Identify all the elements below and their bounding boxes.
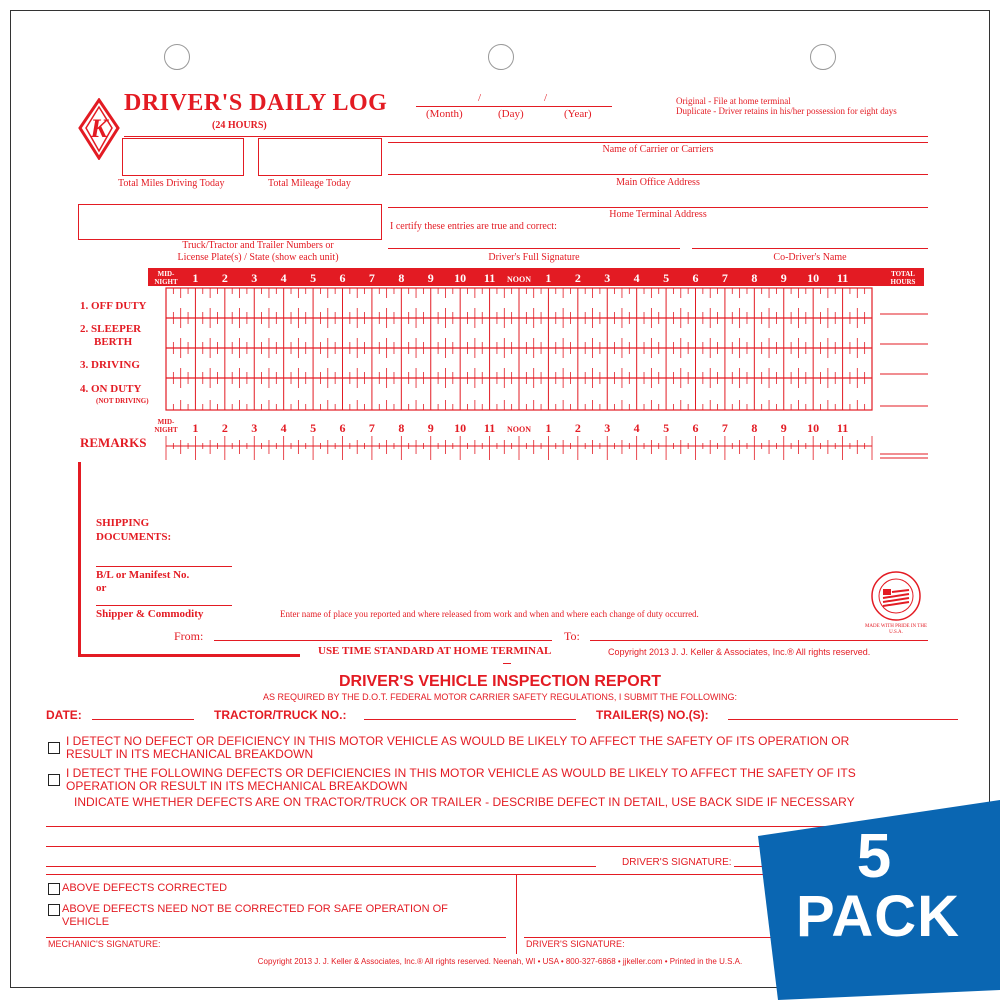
header-hour-label: 11: [836, 271, 849, 285]
remarks-hour-label: 10: [807, 421, 820, 435]
remarks-hour-label: 9: [427, 421, 434, 435]
section-vertical-divider: [516, 874, 517, 954]
log-copyright: Copyright 2013 J. J. Keller & Associates, Inc.® All rights reserved.: [608, 647, 871, 657]
driver-signature-label: Driver's Full Signature: [488, 252, 580, 263]
made-in-usa-seal: [870, 570, 922, 622]
log-subtitle: (24 HOURS): [212, 120, 267, 131]
header-hour-label: 1: [192, 271, 199, 285]
date-label: DATE:: [46, 708, 82, 722]
remarks-hour-label: 11: [836, 421, 849, 435]
log-title: DRIVER'S DAILY LOG: [124, 90, 388, 116]
remarks-hour-label: 4: [280, 421, 287, 435]
header-hour-label: 5: [663, 271, 670, 285]
header-midnight-2: NIGHT: [154, 278, 178, 286]
time-standard-text: USE TIME STANDARD AT HOME TERMINAL: [318, 645, 552, 657]
header-hour-label: 3: [604, 271, 611, 285]
inspection-subtitle: AS REQUIRED BY THE D.O.T. FEDERAL MOTOR CARRIER SAFETY REGULATIONS, I SUBMIT THE FOLLOWING:: [262, 692, 738, 702]
total-mileage-label: Total Mileage Today: [268, 178, 351, 189]
from-line[interactable]: [214, 640, 552, 641]
remarks-hour-label: 5: [310, 421, 317, 435]
remarks-bracket-bottom: [78, 654, 300, 657]
row-label-sleeper: 2. SLEEPER BERTH: [80, 323, 142, 348]
to-label: To:: [564, 629, 580, 643]
remarks-bracket: [78, 462, 81, 656]
instructions-text: Enter name of place you reported and where released from work and when and where each change of duty occurred.: [280, 609, 699, 619]
date-sep-2: /: [544, 92, 548, 104]
original-note: Original - File at home terminal: [676, 96, 791, 106]
duplicate-note: Duplicate - Driver retains in his/her possession for eight days: [676, 106, 897, 116]
remarks-hour-label: 2: [221, 421, 228, 435]
remarks-label: REMARKS: [80, 435, 147, 450]
remarks-hour-label: 10: [454, 421, 467, 435]
shipper-label: Shipper & Commodity: [96, 608, 204, 620]
mechanic-signature-line[interactable]: [46, 937, 506, 938]
need-not-correct-checkbox[interactable]: [48, 904, 60, 916]
remarks-hour-label: 7: [721, 421, 728, 435]
flag-seal-icon: [870, 570, 922, 622]
tractor-field[interactable]: [364, 719, 576, 720]
shipping-docs-line[interactable]: [96, 566, 232, 567]
header-hour-label: 7: [368, 271, 375, 285]
bl-label: B/L or Manifest No.: [96, 569, 190, 581]
indicate-text: INDICATE WHETHER DEFECTS ARE ON TRACTOR/TRUCK OR TRAILER - DESCRIBE DEFECT IN DETAIL, USE BACK SIDE IF NECESSARY: [74, 795, 855, 809]
remarks-hour-label: 3: [251, 421, 258, 435]
divider-tick: [503, 663, 511, 664]
bl-line[interactable]: [96, 605, 232, 606]
inspection-footer: Copyright 2013 J. J. Keller & Associates, Inc.® All rights reserved. Neenah, WI • USA • 800-327-6868 • jjkeller.com • Printed in the U.S.A.: [257, 957, 743, 966]
remarks-hour-label: 9: [780, 421, 787, 435]
badge-number: 5: [856, 822, 892, 891]
badge-word: PACK: [795, 884, 961, 949]
total-miles-label: Total Miles Driving Today: [118, 178, 225, 189]
or-label: or: [96, 582, 107, 594]
tractor-label: TRACTOR/TRUCK NO.:: [214, 708, 347, 722]
no-defect-text: I DETECT NO DEFECT OR DEFICIENCY IN THIS MOTOR VEHICLE AS WOULD BE LIKELY TO AFFECT THE SAFETY OF ITS OPERATION OR RESULT IN ITS MECHANICAL BREAKDOWN: [66, 734, 850, 761]
remarks-hour-label: 1: [545, 421, 552, 435]
truck-label-1: Truck/Tractor and Trailer Numbers or: [182, 240, 334, 251]
logo-letter: K: [90, 114, 108, 143]
main-office-label: Main Office Address: [616, 177, 700, 188]
defects-corrected-checkbox[interactable]: [48, 883, 60, 895]
header-hour-label: 10: [807, 271, 820, 285]
need-not-correct-text: ABOVE DEFECTS NEED NOT BE CORRECTED FOR SAFE OPERATION OF VEHICLE: [62, 903, 448, 928]
header-hour-label: 8: [751, 271, 758, 285]
remarks-hour-label: NOON: [507, 425, 531, 434]
header-hour-label: 9: [427, 271, 434, 285]
header-hour-label: 3: [251, 271, 258, 285]
no-defect-checkbox[interactable]: [48, 742, 60, 754]
trailer-label: TRAILER(S) NO.(S):: [596, 708, 709, 722]
carrier-name-label: Name of Carrier or Carriers: [602, 144, 714, 155]
defect-line-3[interactable]: [46, 866, 596, 867]
header-hour-label: 8: [398, 271, 405, 285]
remarks-hour-label: 11: [483, 421, 496, 435]
to-line[interactable]: [590, 640, 928, 641]
header-hour-label: NOON: [507, 275, 531, 284]
remarks-hour-label: 8: [751, 421, 758, 435]
defects-checkbox[interactable]: [48, 774, 60, 786]
duty-status-grid[interactable]: [0, 0, 1000, 470]
trailer-field[interactable]: [728, 719, 958, 720]
row-label-not-driving: (NOT DRIVING): [96, 397, 149, 405]
header-hour-label: 6: [692, 271, 699, 285]
month-label[interactable]: (Month): [426, 108, 463, 120]
remarks-hour-label: 2: [574, 421, 581, 435]
remarks-hour-label: 1: [192, 421, 199, 435]
year-label[interactable]: (Year): [564, 108, 592, 120]
remarks-hour-label: 4: [633, 421, 640, 435]
header-total-2: HOURS: [890, 278, 916, 286]
shipping-docs-label: SHIPPING DOCUMENTS:: [96, 517, 172, 543]
remarks-hour-label: 7: [368, 421, 375, 435]
header-hour-label: 2: [574, 271, 581, 285]
header-hour-label: 6: [339, 271, 346, 285]
remarks-hour-label: 6: [339, 421, 346, 435]
header-hour-label: 10: [454, 271, 467, 285]
day-label[interactable]: (Day): [498, 108, 524, 120]
defects-text: I DETECT THE FOLLOWING DEFECTS OR DEFICIENCIES IN THIS MOTOR VEHICLE AS WOULD BE LIKELY TO AFFECT THE SAFETY OF ITS OPERATION OR RESULT IN ITS MECHANICAL BREAKDOWN: [66, 766, 856, 793]
driver-signature-label-1: DRIVER'S SIGNATURE:: [622, 857, 732, 868]
header-hour-label: 11: [483, 271, 496, 285]
header-total-1: TOTAL: [891, 270, 915, 278]
header-hour-label: 2: [221, 271, 228, 285]
inspection-title: DRIVER'S VEHICLE INSPECTION REPORT: [338, 673, 662, 690]
header-hour-label: 9: [780, 271, 787, 285]
row-label-off-duty: 1. OFF DUTY: [80, 300, 147, 312]
five-pack-badge: [748, 800, 1000, 1000]
from-label: From:: [174, 629, 204, 643]
date-sep-1: /: [478, 92, 482, 104]
header-hour-label: 4: [280, 271, 287, 285]
home-terminal-label: Home Terminal Address: [609, 209, 707, 220]
date-field[interactable]: [92, 719, 194, 720]
remarks-hour-label: 6: [692, 421, 699, 435]
mechanic-signature-label: MECHANIC'S SIGNATURE:: [48, 939, 161, 949]
header-hour-label: 1: [545, 271, 552, 285]
remarks-hour-label: 3: [604, 421, 611, 435]
defects-corrected-text: ABOVE DEFECTS CORRECTED: [62, 882, 228, 894]
truck-label-2: License Plate(s) / State (show each unit): [177, 252, 339, 263]
remarks-midnight-1: MID-: [157, 418, 175, 426]
header-hour-label: 4: [633, 271, 640, 285]
remarks-midnight-2: NIGHT: [154, 426, 178, 434]
row-label-on-duty: 4. ON DUTY: [80, 383, 142, 395]
header-hour-label: 7: [721, 271, 728, 285]
certify-text: I certify these entries are true and correct:: [390, 221, 557, 232]
seal-text: MADE WITH PRIDE IN THE U.S.A.: [864, 624, 928, 635]
row-label-driving: 3. DRIVING: [80, 359, 140, 371]
co-driver-label: Co-Driver's Name: [773, 252, 847, 263]
driver-signature-label-2: DRIVER'S SIGNATURE:: [526, 939, 625, 949]
header-midnight-1: MID-: [157, 270, 175, 278]
remarks-hour-label: 5: [663, 421, 670, 435]
header-hour-label: 5: [310, 271, 317, 285]
remarks-hour-label: 8: [398, 421, 405, 435]
